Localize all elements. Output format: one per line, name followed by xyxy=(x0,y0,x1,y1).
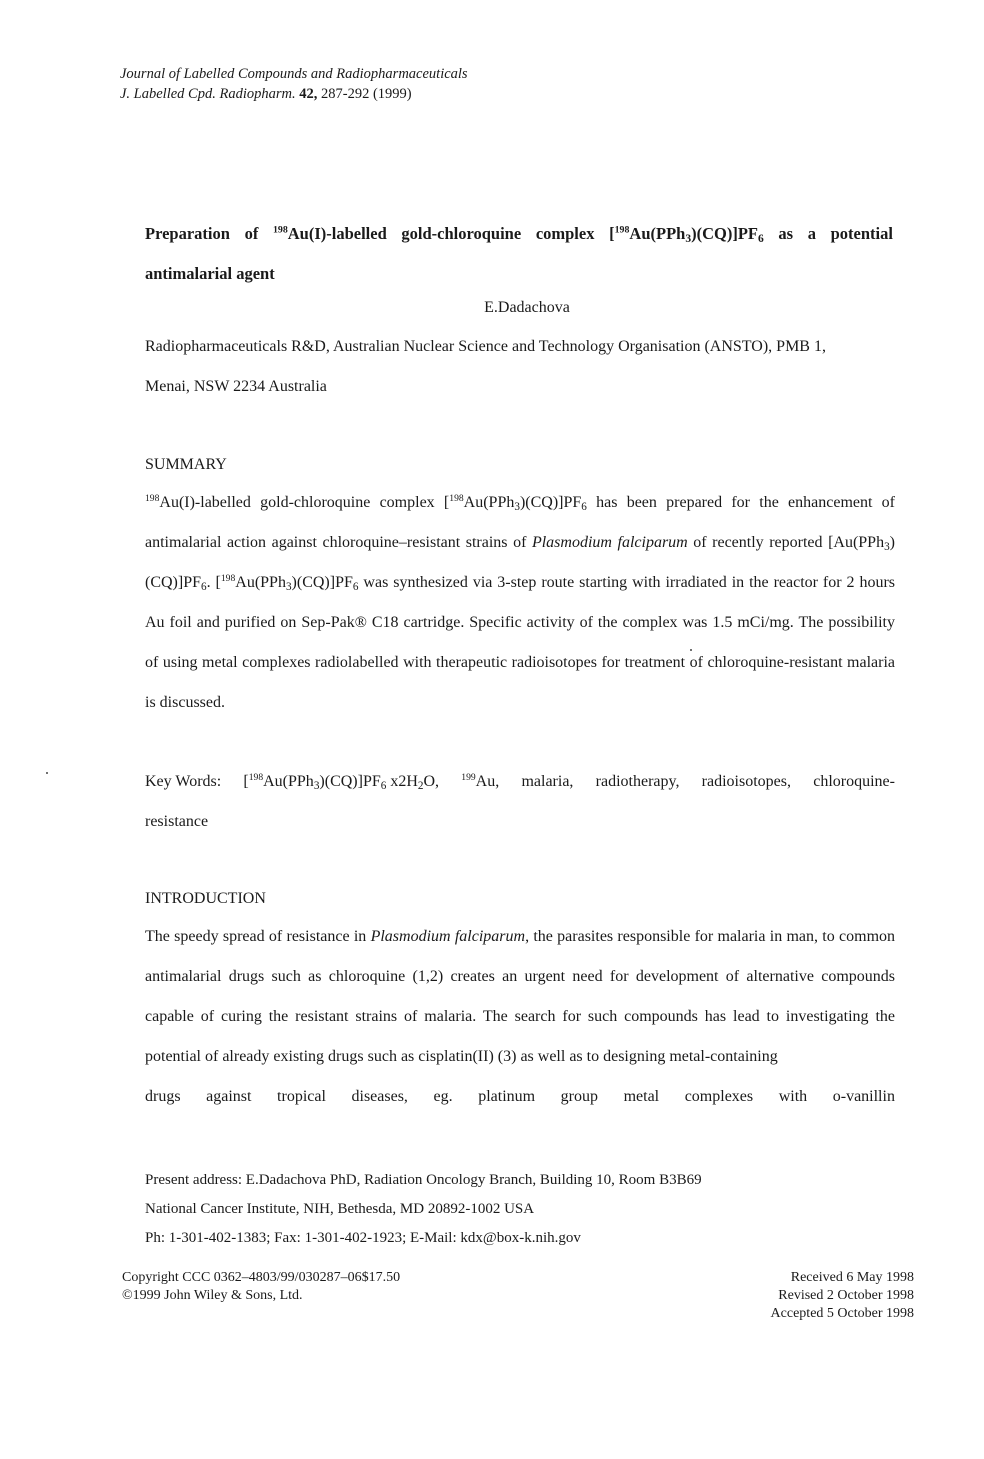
scan-mark xyxy=(690,649,692,651)
footnote-present-address: Present address: E.Dadachova PhD, Radiation Oncology Branch, Building 10, Room B3B69 National Cancer Institute, NIH, Bethesda, MD 20892-1002 USA Ph: 1-301-402-1383; Fax: 1-301-402-1923; E-Mail: kdx@box-k.nih.gov xyxy=(145,1172,702,1246)
keywords-label: Key Words: xyxy=(145,773,222,790)
introduction-last-line: drugs against tropical diseases, eg. platinum group metal complexes with o-vanillin xyxy=(145,1088,895,1105)
received-date: Received 6 May 1998 xyxy=(790,1270,914,1285)
keywords-line-2: resistance xyxy=(145,813,209,830)
introduction-heading: INTRODUCTION xyxy=(145,890,266,907)
journal-header xyxy=(120,64,468,104)
summary-text: $^{198}$Au(I)-labelled gold-chloroquine complex $[^{198}Au(PPh_3)(CQ)]PF_6$ has been prepared for the enhancement of antimalarial action against chloroquine–resistant strains of Plasmodium falciparum of recently reported $[Au(PPh_3)(CQ)]PF_6$. $[^{198}Au(PPh_3)(CQ)]PF_6$ was synthesized via 3-step route starting with irradiated in the reactor for 2 hours Au foil and purified on Sep-Pak® C18 cartridge. Specific activity of the complex was 1.5 mCi/mg. The possibility of using metal complexes radiolabelled with therapeutic radioisotopes for treatment of chloroquine-resistant malaria is discussed. xyxy=(145,492,896,711)
keywords xyxy=(145,762,895,842)
paper-title xyxy=(145,214,893,294)
journal-citation: J. Labelled Cpd. Radiopharm. 42, 287-292 (1999) xyxy=(120,86,412,102)
affiliation xyxy=(145,327,895,407)
title-line-1: Preparation of $^{198}$Au(I)-labelled gold-chloroquine complex $[^{198}Au(PPh_3)(CQ)]PF_6$ as a potential xyxy=(145,224,893,245)
organism-name: Plasmodium falciparum xyxy=(531,534,688,551)
revised-date: Revised 2 October 1998 xyxy=(778,1288,914,1303)
submission-dates xyxy=(771,1269,914,1323)
scan-mark xyxy=(46,772,48,774)
copyright-notice: Copyright CCC 0362–4803/99/030287–06$17.50 ©1999 John Wiley & Sons, Ltd. xyxy=(122,1270,401,1303)
affiliation-line-2: Menai, NSW 2234 Australia xyxy=(145,378,327,395)
journal-name: Journal of Labelled Compounds and Radiopharmaceuticals xyxy=(120,66,468,82)
title-line-2: antimalarial agent xyxy=(145,264,275,283)
affiliation-line-1: Radiopharmaceuticals R&D, Australian Nuclear Science and Technology Organisation (ANSTO), PMB 1, xyxy=(145,338,826,355)
journal-pages: 287-292 (1999) xyxy=(320,86,412,102)
author-name: E.Dadachova xyxy=(484,299,570,316)
organism-name: Plasmodium falciparum xyxy=(370,928,526,945)
introduction-text: The speedy spread of resistance in Plasmodium falciparum, the parasites responsible for malaria in man, to common antimalarial drugs such as chloroquine (1,2) creates an urgent need for development of alternative compounds capable of curing the resistant strains of malaria. The search for such compounds has lead to investigating the potential of already existing drugs such as cisplatin(II) (3) as well as to designing metal-containing xyxy=(145,928,896,1065)
keywords-line-1: Key Words: $[^{198}Au(PPh_3)(CQ)]PF_6$ $x2H_2O$, $^{199}$Au, malaria, radiotherapy, radioisotopes, chloroquine- xyxy=(145,762,895,802)
accepted-date: Accepted 5 October 1998 xyxy=(770,1306,914,1321)
journal-volume: 42, xyxy=(299,86,318,102)
summary-heading: SUMMARY xyxy=(145,456,227,473)
